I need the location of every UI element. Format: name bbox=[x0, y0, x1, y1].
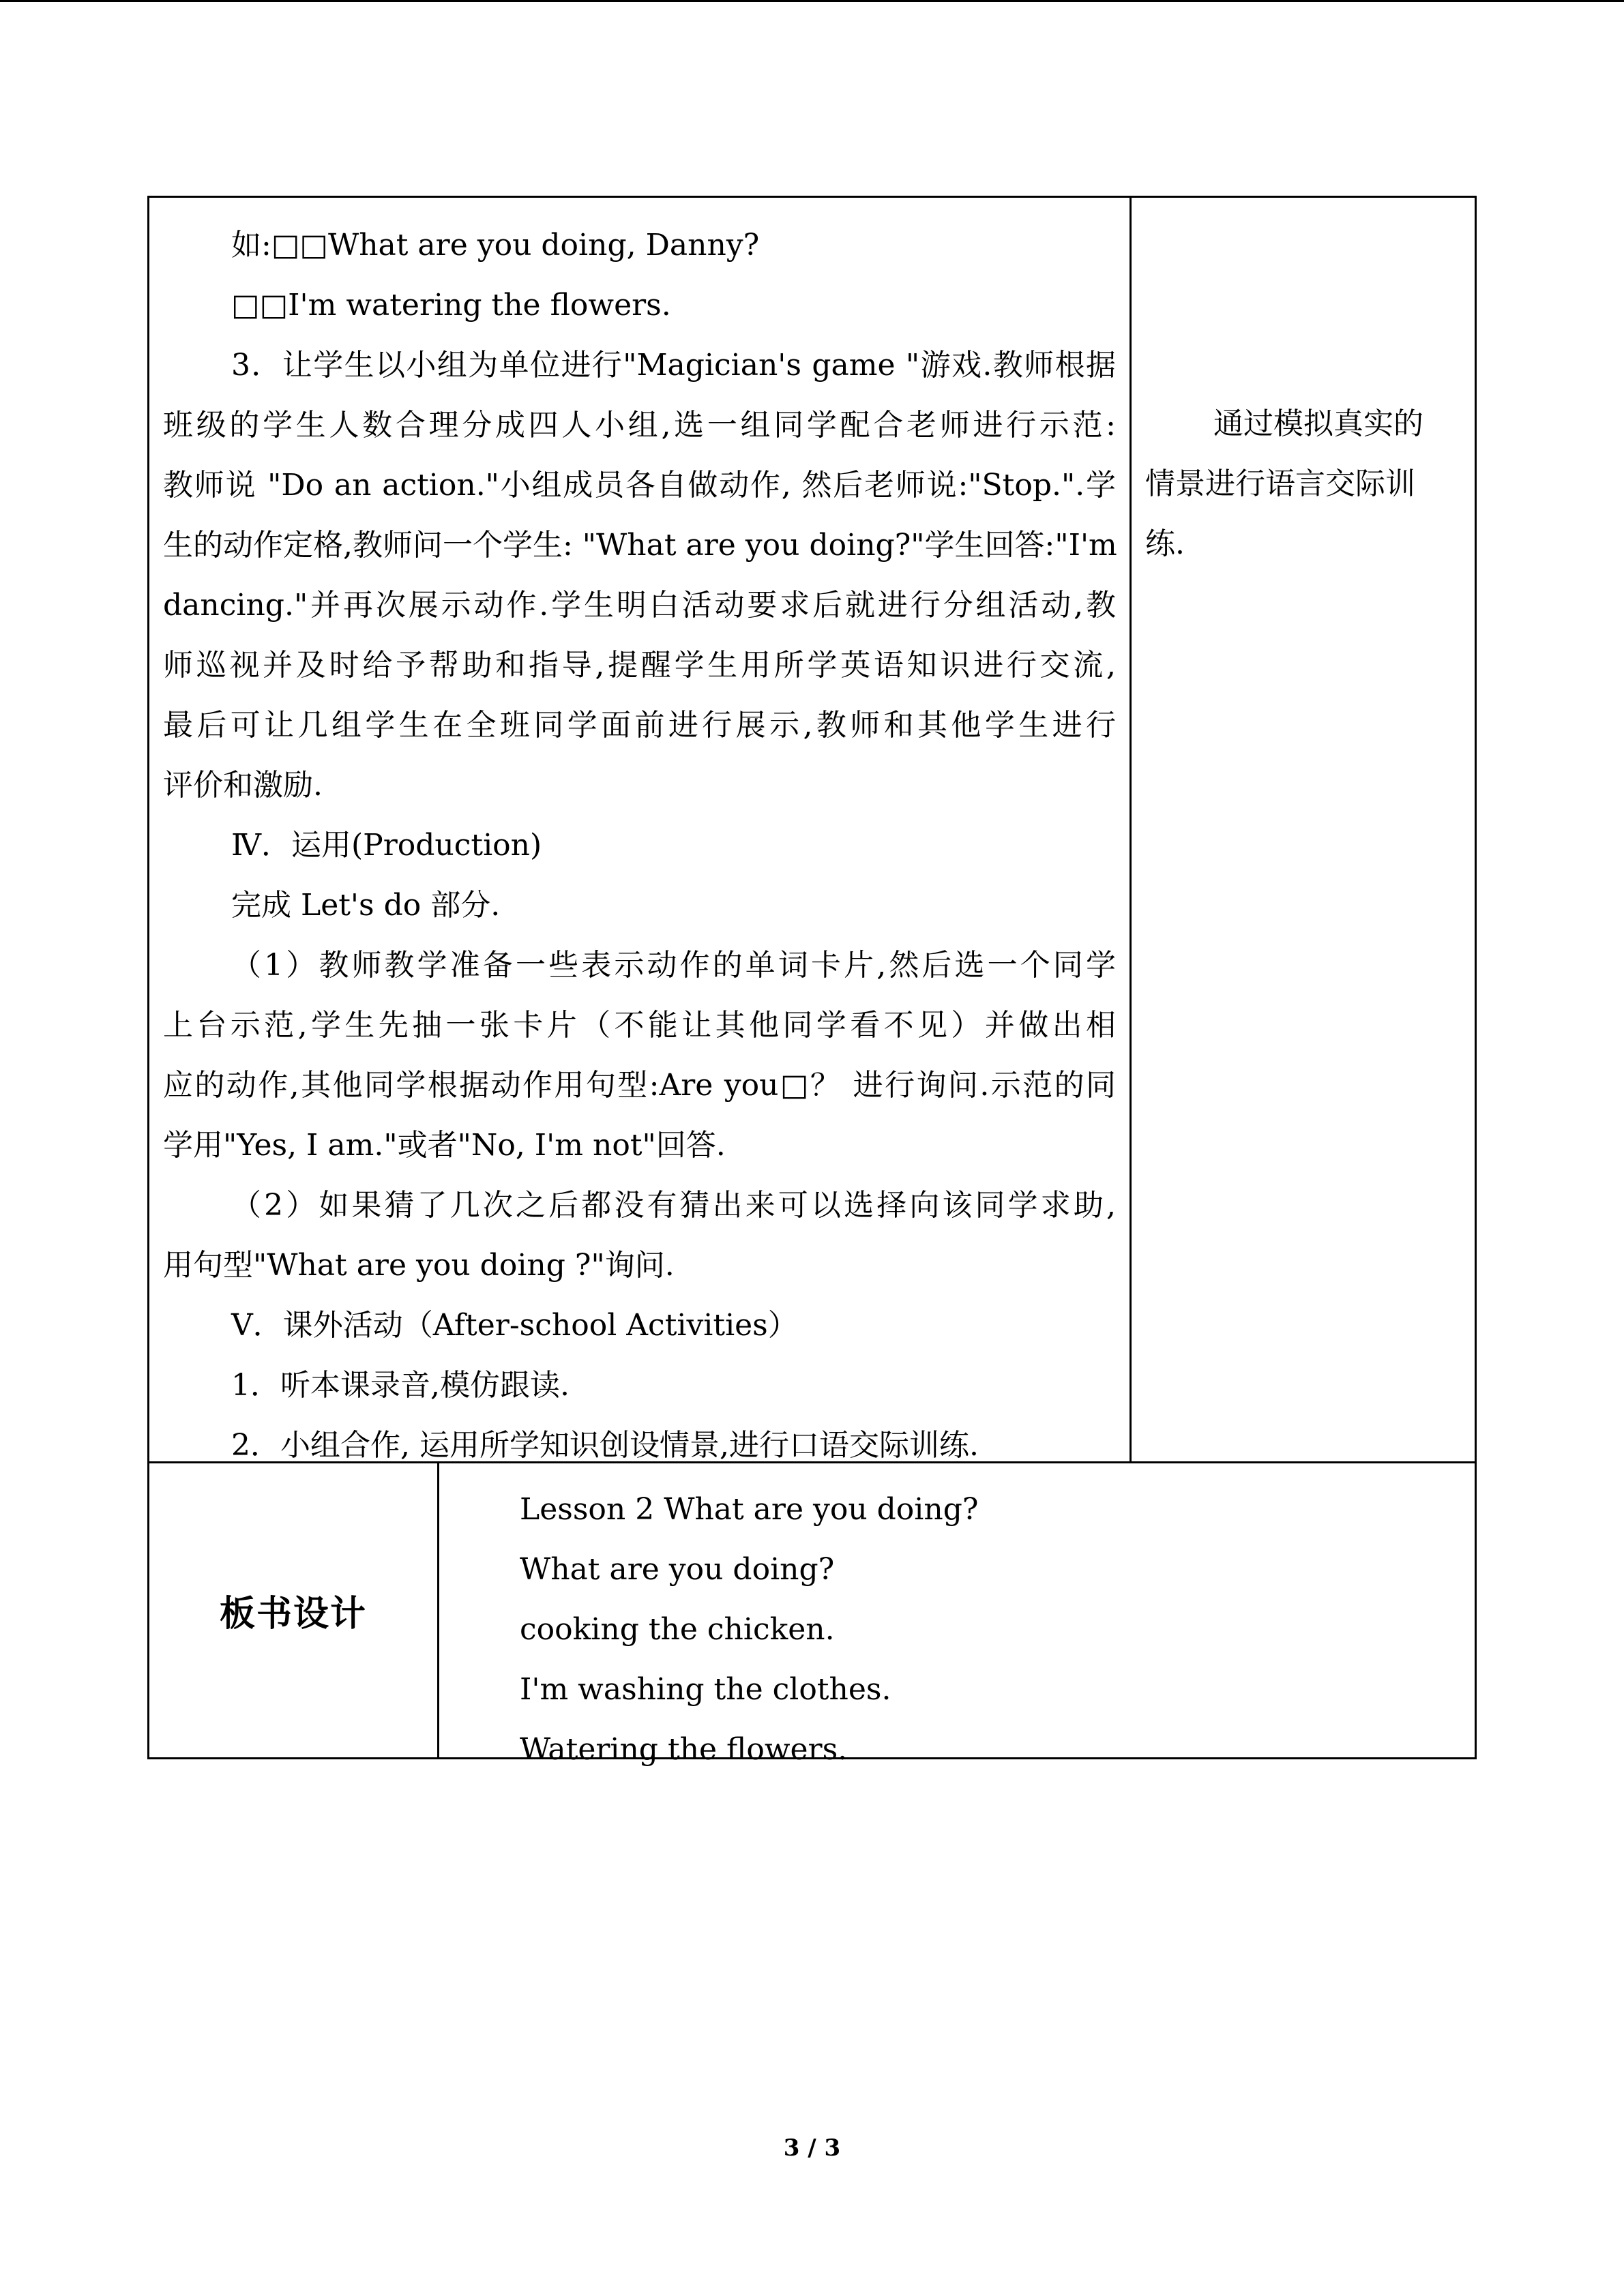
text-line: 教师说 "Do an action."小组成员各自做动作, 然后老师说:"Stop.".学 bbox=[163, 468, 1116, 503]
text-line: 最后可让几组学生在全班同学面前进行展示,教师和其他学生进行 bbox=[163, 708, 1116, 743]
text-line: 学用"Yes, I am."或者"No, I'm not"回答. bbox=[163, 1128, 726, 1163]
design-intent-cell bbox=[1132, 198, 1475, 1461]
text-line: 班级的学生人数合理分成四人小组,选一组同学配合老师进行示范: bbox=[163, 408, 1116, 443]
lesson-plan-table bbox=[147, 196, 1477, 1767]
board-design-content-cell bbox=[439, 1461, 1475, 1767]
text-line: 1．听本课录音,模仿跟读. bbox=[231, 1368, 570, 1403]
board-line: I'm washing the clothes. bbox=[520, 1672, 891, 1707]
teaching-process-cell bbox=[149, 198, 1132, 1461]
text-line: 应的动作,其他同学根据动作用句型:Are you□？ 进行询问.示范的同 bbox=[163, 1068, 1116, 1103]
board-line: Watering the flowers. bbox=[520, 1732, 848, 1767]
text-line: 如:□□What are you doing, Danny? bbox=[231, 228, 760, 263]
text-line: 3．让学生以小组为单位进行"Magician's game "游戏.教师根据 bbox=[231, 348, 1116, 383]
text-line: 完成 Let's do 部分. bbox=[231, 888, 501, 923]
text-line: 评价和激励. bbox=[163, 768, 323, 803]
section-heading: Ⅳ．运用(Production) bbox=[231, 828, 542, 863]
page-number: 3 / 3 bbox=[783, 2134, 841, 2162]
board-line: cooking the chicken. bbox=[520, 1612, 835, 1647]
text-line: dancing."并再次展示动作.学生明白活动要求后就进行分组活动,教 bbox=[163, 588, 1116, 623]
note-line: 通过模拟真实的 bbox=[1213, 406, 1423, 441]
board-line: What are you doing? bbox=[520, 1552, 835, 1587]
top-border-line bbox=[0, 0, 1624, 2]
board-line: Lesson 2 What are you doing? bbox=[520, 1492, 979, 1527]
text-line: 2．小组合作, 运用所学知识创设情景,进行口语交际训练. bbox=[231, 1428, 979, 1463]
text-line: 用句型"What are you doing ?"询问. bbox=[163, 1248, 675, 1283]
text-line: 师巡视并及时给予帮助和指导,提醒学生用所学英语知识进行交流, bbox=[163, 648, 1116, 683]
text-line: （1）教师教学准备一些表示动作的单词卡片,然后选一个同学 bbox=[231, 948, 1116, 983]
text-line: （2）如果猜了几次之后都没有猜出来可以选择向该同学求助, bbox=[231, 1188, 1116, 1223]
note-line: 练. bbox=[1145, 526, 1185, 561]
board-design-label: 板书设计 bbox=[219, 1593, 367, 1635]
board-design-label-cell bbox=[149, 1461, 439, 1757]
text-line: 生的动作定格,教师问一个学生: "What are you doing?"学生回答:"I'm bbox=[163, 528, 1117, 563]
text-line: 上台示范,学生先抽一张卡片（不能让其他同学看不见）并做出相 bbox=[163, 1008, 1116, 1043]
section-heading: Ⅴ．课外活动（After-school Activities） bbox=[231, 1308, 798, 1343]
note-line: 情景进行语言交际训 bbox=[1145, 466, 1415, 501]
text-line: □□I'm watering the flowers. bbox=[231, 288, 671, 323]
